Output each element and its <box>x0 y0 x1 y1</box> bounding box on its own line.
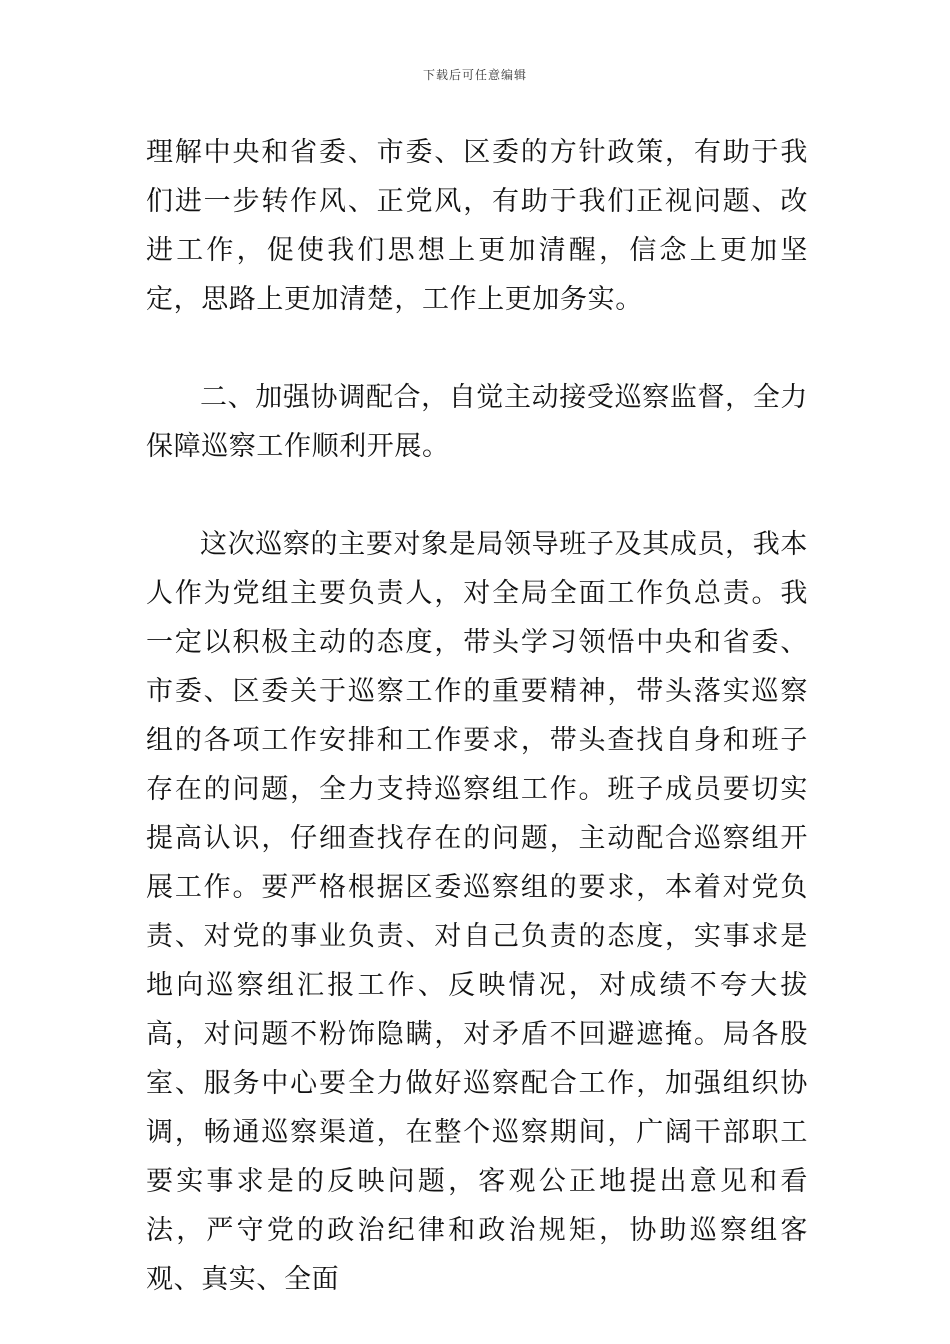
paragraph-continuation: 理解中央和省委、市委、区委的方针政策，有助于我们进一步转作风、正党风，有助于我们正视问题、改进工作，促使我们思想上更加清醒，信念上更加坚定，思路上更加清楚，工作上更加务实。 <box>146 137 808 315</box>
document-body <box>146 128 808 1304</box>
page-header: 下载后可任意编辑 <box>422 68 527 82</box>
paragraph-body: 这次巡察的主要对象是局领导班子及其成员，我本人作为党组主要负责人，对全局全面工作负总责。我一定以积极主动的态度，带头学习领悟中央和省委、市委、区委关于巡察工作的重要精神，带头落实巡察组的各项工作安排和工作要求，带头查找自身和班子存在的问题，全力支持巡察组工作。班子成员要切实提高认识，仔细查找存在的问题，主动配合巡察组开展工作。要严格根据区委巡察组的要求，本着对党负责、对党的事业负责、对自己负责的态度，实事求是地向巡察组汇报工作、反映情况，对成绩不夸大拔高，对问题不粉饰隐瞒，对矛盾不回避遮掩。局各股室、服务中心要全力做好巡察配合工作，加强组织协调，畅通巡察渠道，在整个巡察期间，广阔干部职工要实事求是的反映问题，客观公正地提出意见和看法，严守党的政治纪律和政治规矩，协助巡察组客观、真实、全面 <box>146 529 808 1295</box>
section-heading: 二、加强协调配合，自觉主动接受巡察监督，全力保障巡察工作顺利开展。 <box>146 382 808 462</box>
